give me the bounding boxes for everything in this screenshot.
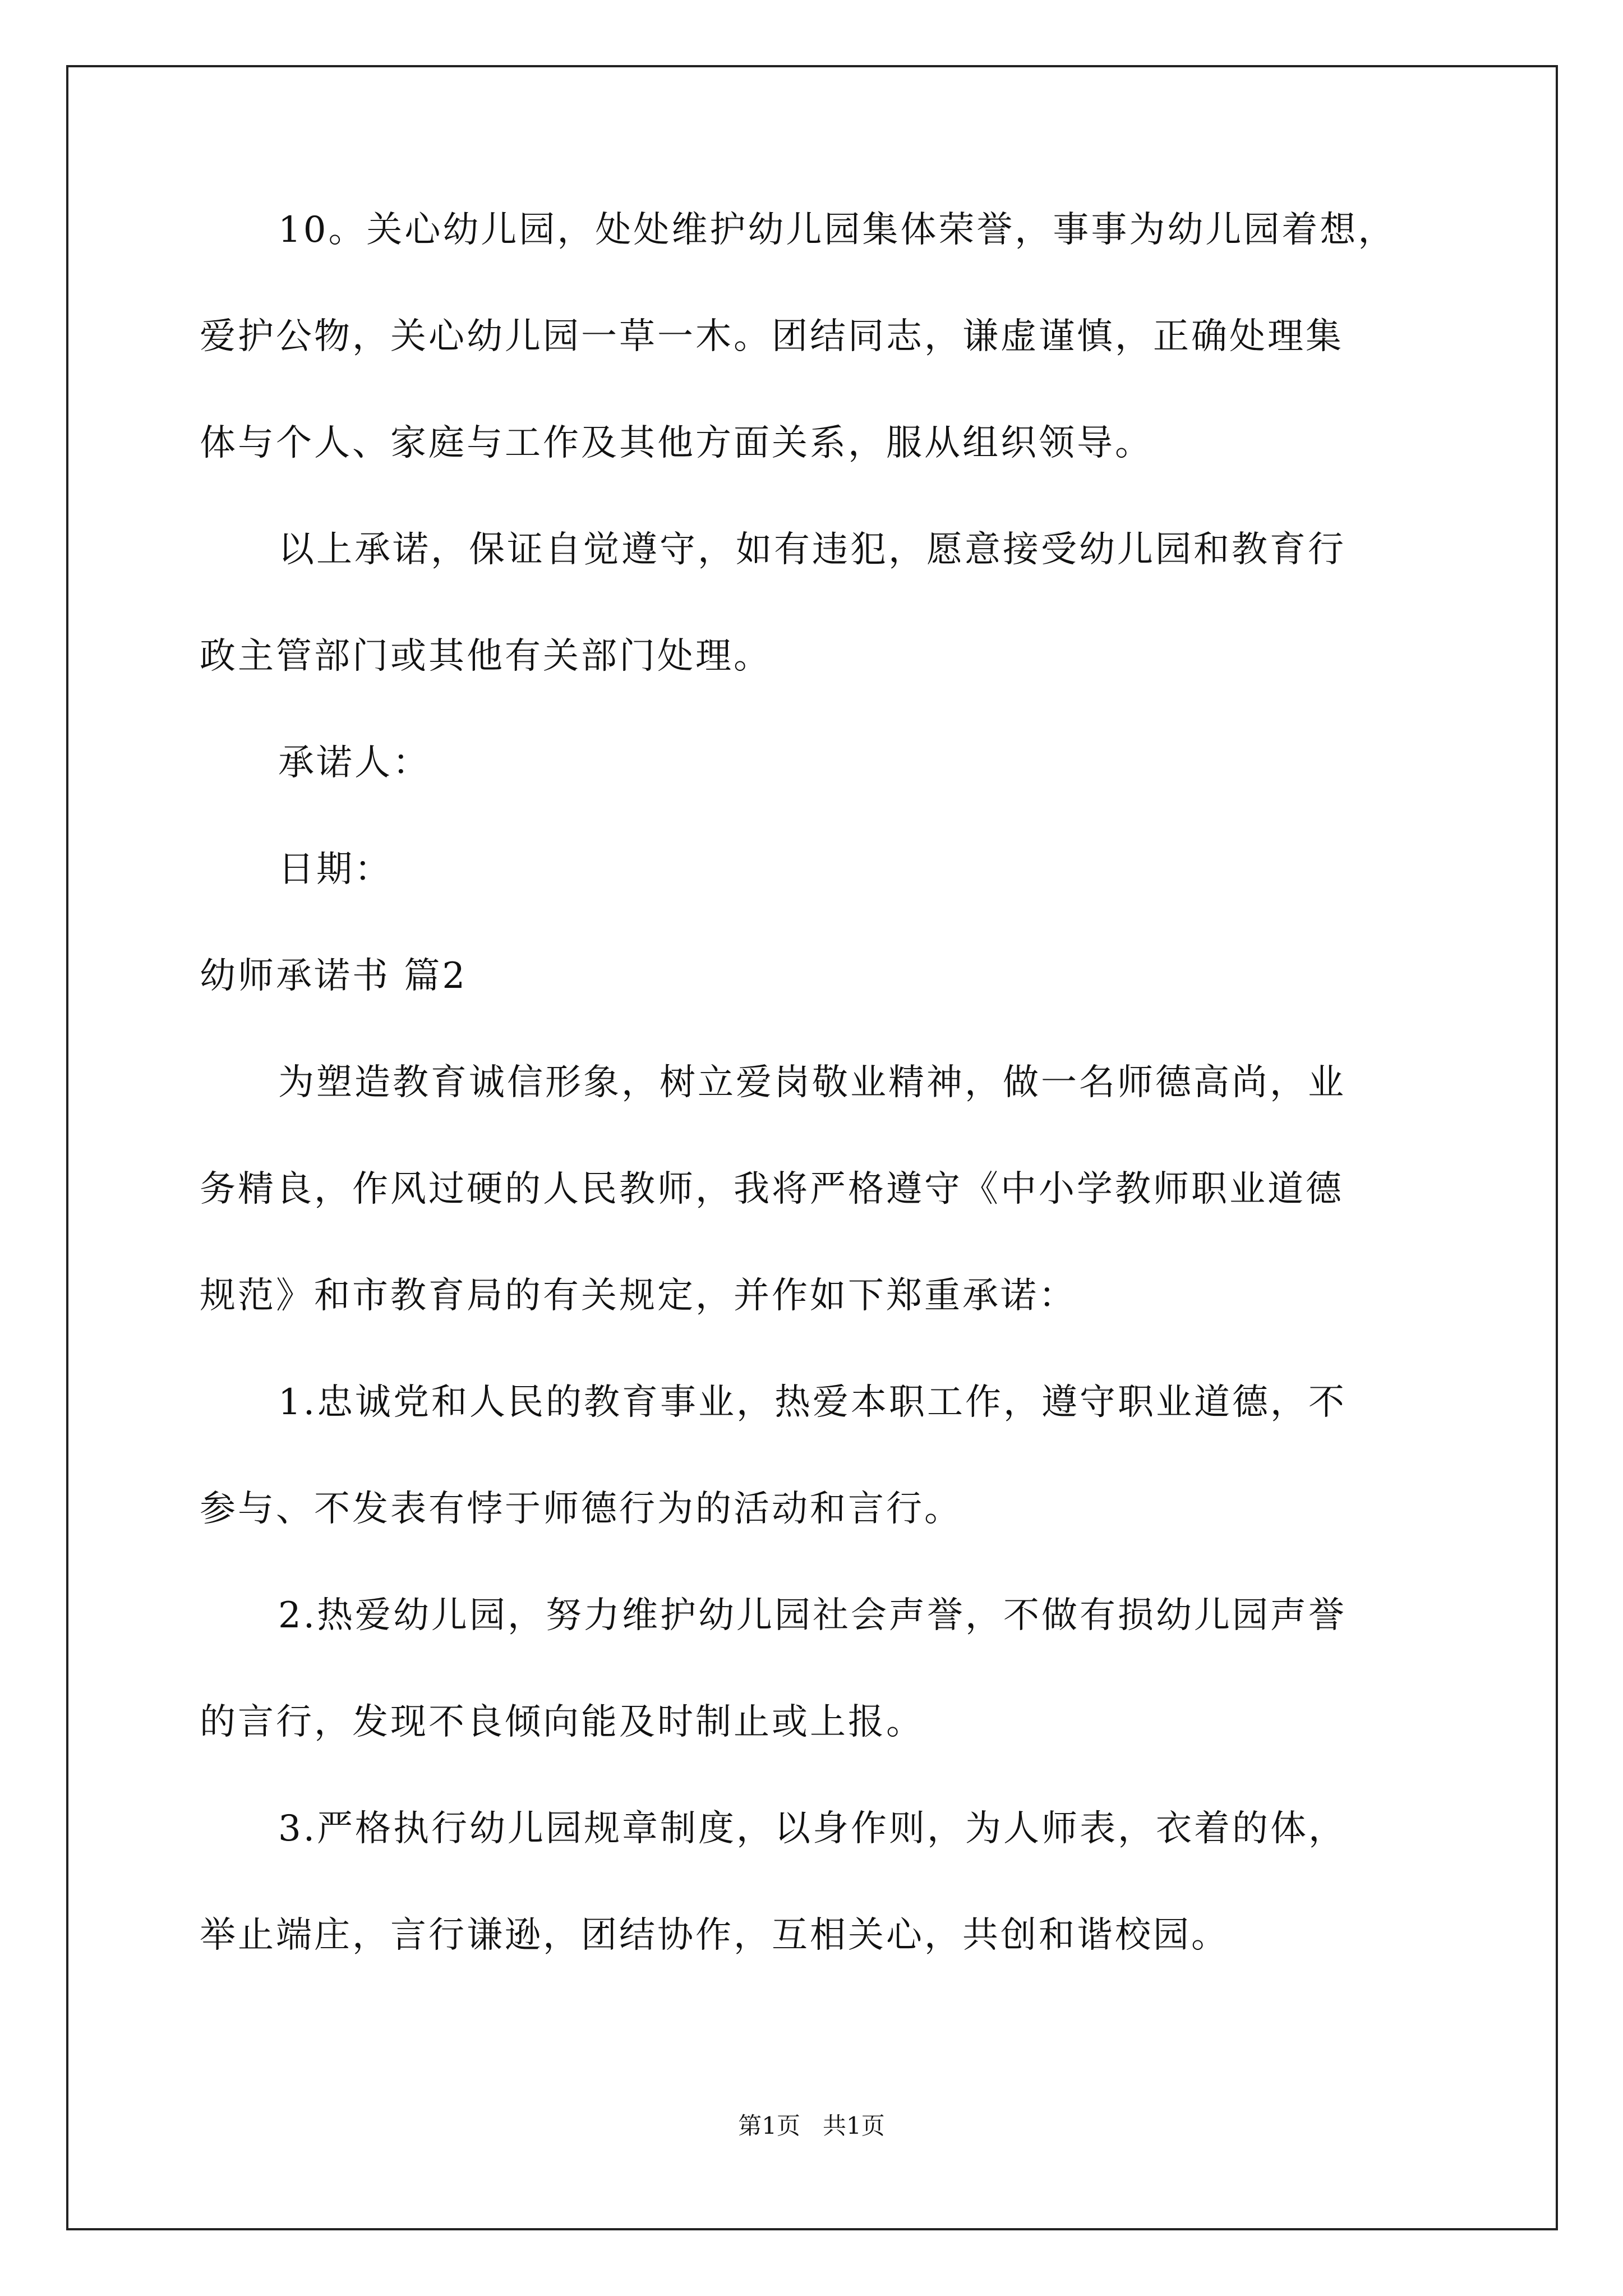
signer-label: 承诺人： [278,742,431,784]
list-item-continuation: 的言行，发现不良倾向能及时制止或上报。 [200,1701,924,1743]
list-item: 3.严格执行幼儿园规章制度，以身作则，为人师表，衣着的体， [278,1808,1347,1849]
paragraph-line: 规范》和市教育局的有关规定，并作如下郑重承诺： [200,1275,1077,1317]
paragraph-line: 务精良，作风过硬的人民教师，我将严格遵守《中小学教师职业道德 [200,1168,1344,1210]
section-heading: 幼师承诺书 篇2 [200,955,468,997]
paragraph-line: 以上承诺，保证自觉遵守，如有违犯，愿意接受幼儿园和教育行 [278,529,1346,570]
paragraph-line: 为塑造教育诚信形象，树立爱岗敬业精神，做一名师德高尚，业 [278,1062,1346,1103]
list-item-continuation: 举止端庄，言行谦逊，团结协作，互相关心，共创和谐校园。 [200,1915,1229,1956]
paragraph-line: 体与个人、家庭与工作及其他方面关系，服从组织领导。 [200,422,1153,464]
paragraph-line: 政主管部门或其他有关部门处理。 [200,636,772,677]
list-item: 2.热爱幼儿园，努力维护幼儿园社会声誉，不做有损幼儿园声誉 [278,1595,1347,1636]
page-border [66,65,1558,2230]
list-item-continuation: 参与、不发表有悖于师德行为的活动和言行。 [200,1488,962,1530]
list-item: 1.忠诚党和人民的教育事业，热爱本职工作，遵守职业道德，不 [278,1382,1347,1423]
paragraph-line: 10。关心幼儿园，处处维护幼儿园集体荣誉，事事为幼儿园着想， [278,209,1396,251]
date-label: 日期： [278,849,393,890]
page-footer: 第1页 共1页 [738,2112,885,2139]
paragraph-line: 爱护公物，关心幼儿园一草一木。团结同志，谦虚谨慎，正确处理集 [200,316,1344,357]
